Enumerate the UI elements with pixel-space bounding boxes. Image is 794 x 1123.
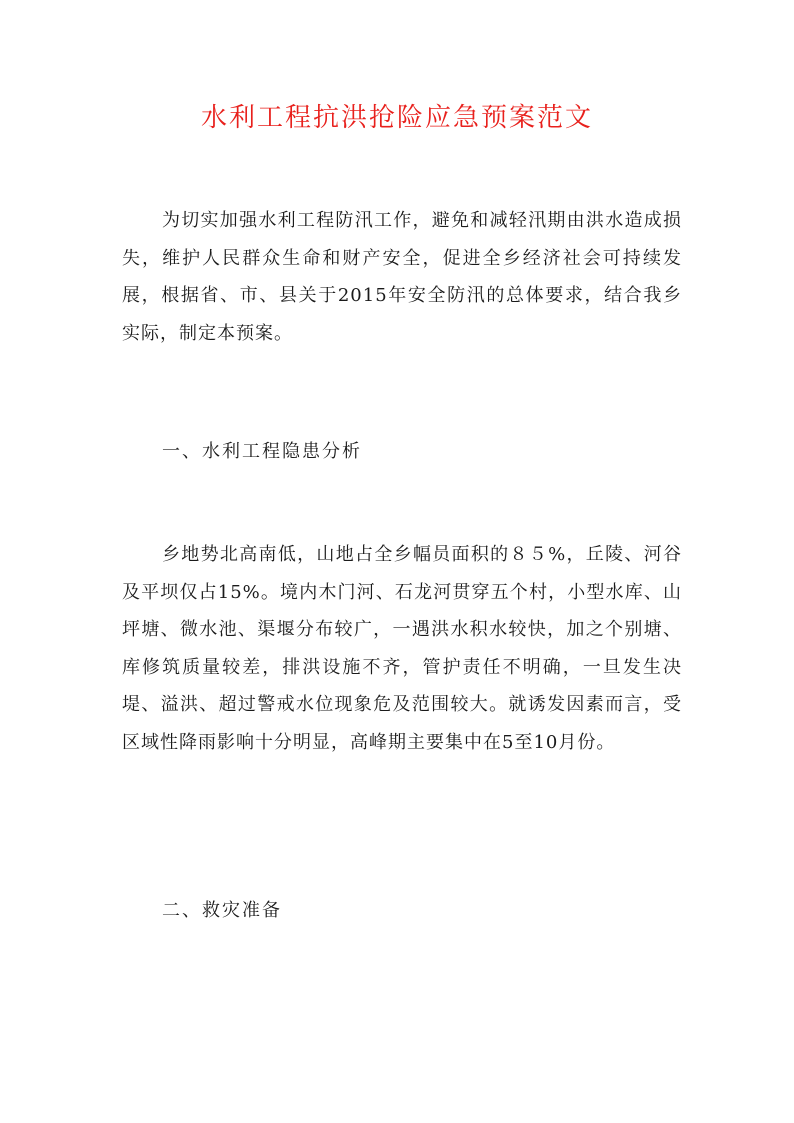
section-heading-hazard-analysis: 一、水利工程隐患分析 bbox=[162, 441, 362, 462]
hazard-analysis-paragraph: 乡地势北高南低，山地占全乡幅员面积的８５%，丘陵、河谷及平坝仅占15%。境内木门河、石龙河贯穿五个村，小型水库、山坪塘、微水池、渠堰分布较广，一遇洪水积水较快，加之个别塘、库修筑质量较差，排洪设施不齐，管护责任不明确，一旦发生决堤、溢洪、超过警戒水位现象危及范围较大。就诱发因素而言，受区域性降雨影响十分明显，高峰期主要集中在5至10月份。 bbox=[122, 544, 682, 753]
document-title: 水利工程抗洪抢险应急预案范文 bbox=[200, 103, 593, 133]
section-heading-disaster-preparation: 二、救灾准备 bbox=[162, 900, 282, 921]
intro-paragraph: 为切实加强水利工程防汛工作，避免和减轻汛期由洪水造成损失，维护人民群众生命和财产安全，促进全乡经济社会可持续发展，根据省、市、县关于2015年安全防汛的总体要求，结合我乡实际，制定本预案。 bbox=[122, 210, 682, 344]
